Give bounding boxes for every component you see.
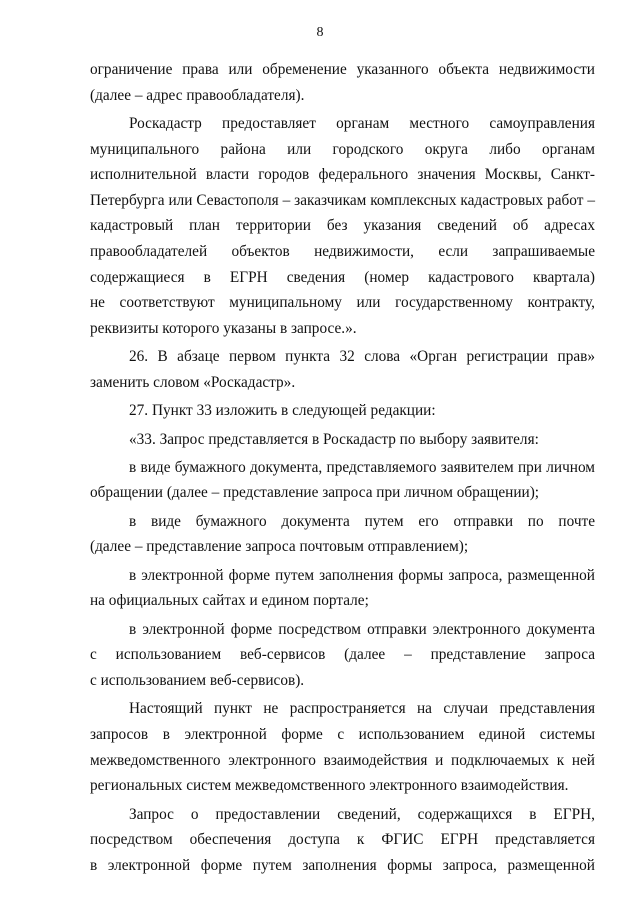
paragraph xyxy=(90,509,595,560)
paragraph xyxy=(90,344,595,395)
text-line: Роскадастр предоставляет органам местного самоуправления xyxy=(129,114,595,132)
text-line: в электронной форме путем заполнения формы запроса, размещенной xyxy=(129,566,595,584)
paragraph xyxy=(90,57,595,108)
paragraph xyxy=(90,455,595,506)
text-line: правообладателей объектов недвижимости, если запрашиваемые xyxy=(90,242,595,260)
text-line: в электронной форме путем заполнения формы запроса, размещенной xyxy=(90,856,595,874)
text-line: с использованием веб-сервисов). xyxy=(90,672,305,690)
text-line: ограничение права или обременение указанного объекта недвижимости xyxy=(90,61,595,78)
text-line: региональных систем межведомственного электронного взаимодействия. xyxy=(90,777,569,795)
text-line: с использованием веб-сервисов (далее – представление запроса xyxy=(90,646,595,664)
text-line: 26. В абзаце первом пункта 32 слова «Орган регистрации прав» xyxy=(129,348,595,366)
text-line: (далее – представление запроса почтовым отправлением); xyxy=(90,538,469,556)
paragraph xyxy=(90,111,595,341)
text-line: муниципального района или городского округа либо органам xyxy=(90,140,595,158)
paragraph xyxy=(90,427,595,453)
page-number: 8 xyxy=(316,25,324,40)
text-line: Запрос о предоставлении сведений, содержащихся в ЕГРН, xyxy=(129,805,595,823)
text-line: Петербурга или Севастополя – заказчикам комплексных кадастровых работ – xyxy=(90,191,595,209)
text-line: 27. Пункт 33 изложить в следующей редакции: xyxy=(129,402,436,420)
text-line: в электронной форме посредством отправки электронного документа xyxy=(129,620,595,638)
text-line: Настоящий пункт не распространяется на случаи представления xyxy=(129,700,595,718)
text-line: кадастровый план территории без указания сведений об адресах xyxy=(90,217,595,235)
paragraph xyxy=(90,617,595,694)
paragraph xyxy=(90,802,595,879)
text-line: посредством обеспечения доступа к ФГИС ЕГРН представляется xyxy=(90,831,595,849)
text-line: заменить словом «Роскадастр». xyxy=(90,373,296,391)
text-line: в виде бумажного документа путем его отправки по почте xyxy=(129,512,595,530)
text-line: запросов в электронной форме с использованием единой системы xyxy=(90,726,595,744)
text-line: исполнительной власти городов федерального значения Москвы, Санкт- xyxy=(90,166,595,184)
document-body xyxy=(90,57,595,878)
text-line: не соответствуют муниципальному или государственному контракту, xyxy=(90,294,595,312)
text-line: межведомственного электронного взаимодействия и подключаемых к ней xyxy=(90,751,595,769)
paragraph xyxy=(90,696,595,798)
text-line: в виде бумажного документа, представляемого заявителем при личном xyxy=(129,458,595,476)
text-line: (далее – адрес правообладателя). xyxy=(90,86,305,104)
text-line: содержащиеся в ЕГРН сведения (номер кадастрового квартала) xyxy=(90,268,595,286)
paragraph xyxy=(90,563,595,614)
text-line: «33. Запрос представляется в Роскадастр по выбору заявителя: xyxy=(129,430,539,448)
text-line: реквизиты которого указаны в запросе.». xyxy=(90,319,357,337)
text-line: обращении (далее – представление запроса при личном обращении); xyxy=(90,484,540,502)
text-line: на официальных сайтах и едином портале; xyxy=(90,592,369,610)
paragraph xyxy=(90,398,595,424)
